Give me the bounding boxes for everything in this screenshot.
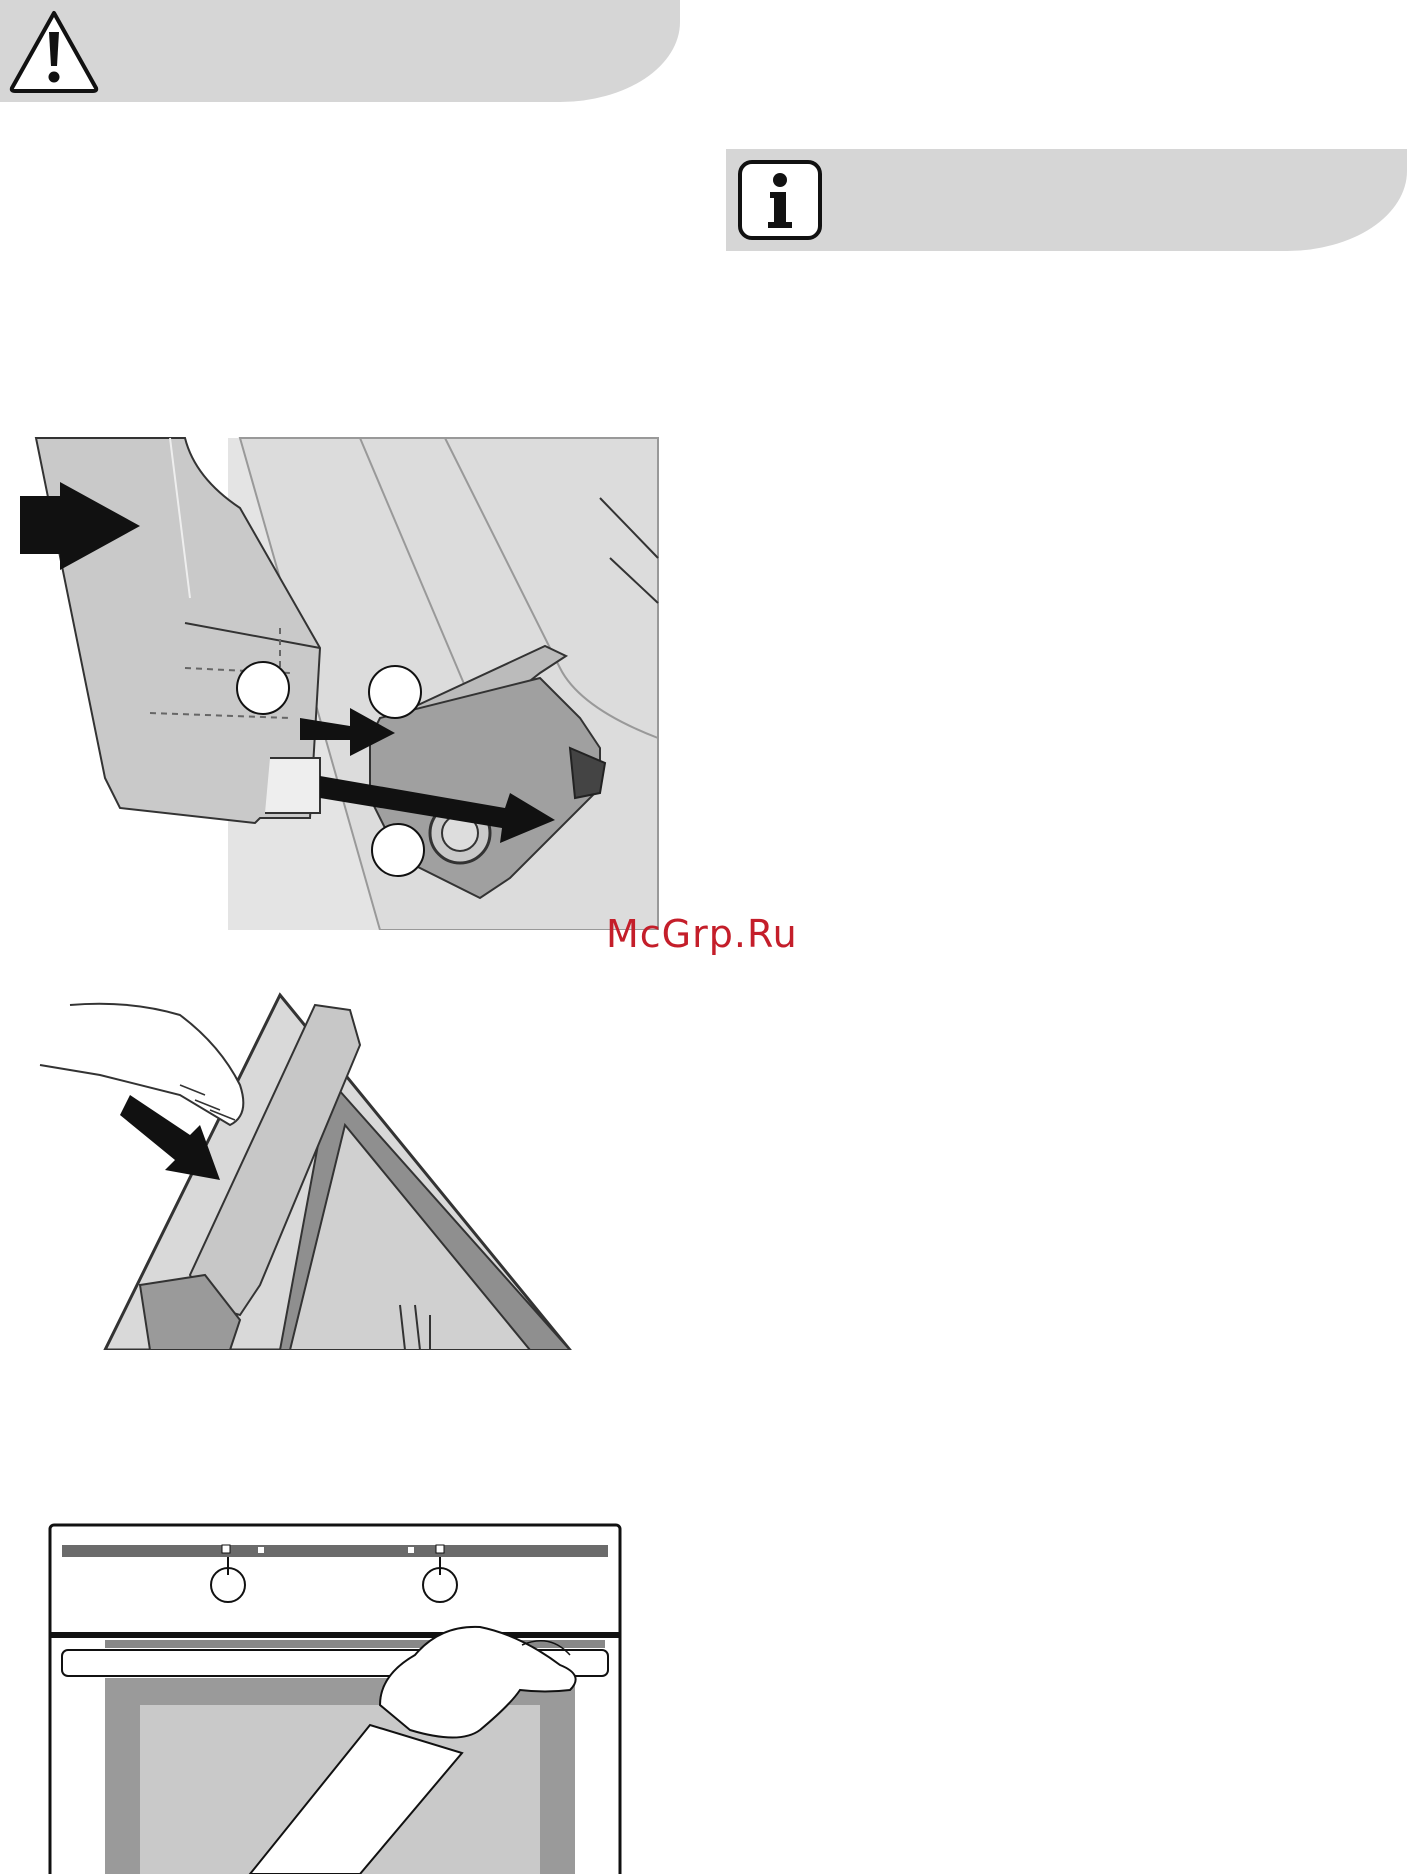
door-removal-illustration (30, 985, 590, 1350)
warning-icon (8, 8, 100, 94)
oven-door-open-illustration (40, 1515, 630, 1874)
watermark-text: McGrp.Ru (606, 912, 798, 956)
info-icon (736, 158, 824, 242)
door-hinge-illustration (0, 418, 660, 930)
warning-banner (0, 0, 680, 102)
info-banner (726, 149, 1407, 251)
